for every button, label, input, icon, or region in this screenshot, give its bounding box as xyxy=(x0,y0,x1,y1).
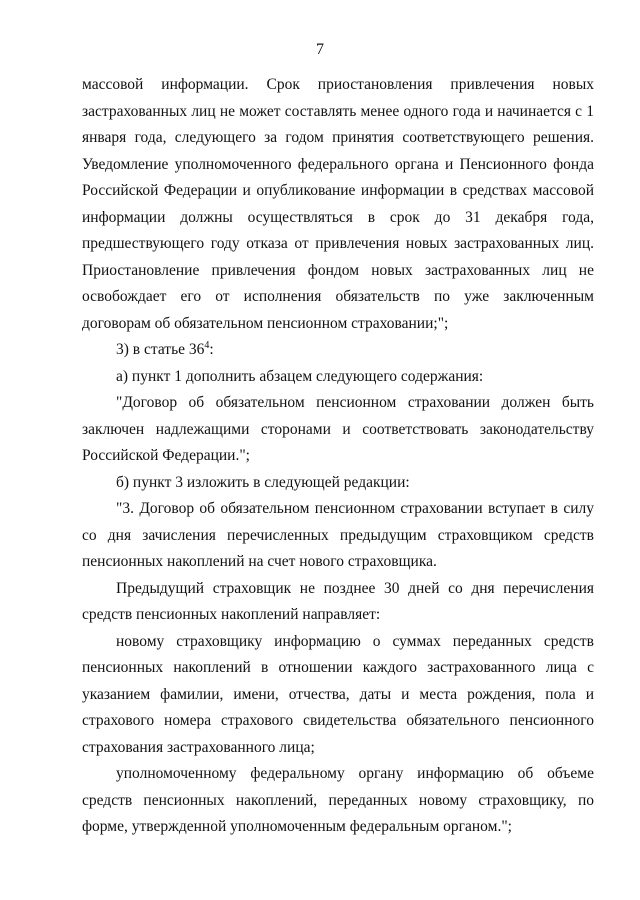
article-item-suffix: : xyxy=(209,341,214,358)
article-item-superscript: 4 xyxy=(204,339,210,351)
paragraph-point-a: а) пункт 1 дополнить абзацем следующего содержания: xyxy=(116,367,484,385)
paragraph-article-item xyxy=(82,337,594,364)
article-item-prefix: 3) в статье 36 xyxy=(116,341,205,358)
paragraph-contract-validity: "Договор об обязательном пенсионном страховании должен быть заключен надлежащими сторонами и соответствовать законодательству Российской Федерации."; xyxy=(82,394,594,464)
paragraph-contract-effect: "3. Договор об обязательном пенсионном страховании вступает в силу со дня зачисления перечисленных предыдущим страховщиком средств пенсионных накоплений на счет нового страховщика. xyxy=(82,500,594,570)
paragraph-continuation: массовой информации. Срок приостановления привлечения новых застрахованных лиц не может составлять менее одного года и начинается с 1 января года, следующего за годом принятия соответствующего решения. Уведомление уполномоченного федерального органа и Пенсионного фонда Российской Федерации и опубликование информации в средствах массовой информации должны осуществляться в срок до 31 декабря года, предшествующего году отказа от привлечения новых застрахованных лиц. Приостановление привлечения фондом новых застрахованных лиц не освобождает его от исполнения обязательств по уже заключенным договорам об обязательном пенсионном страховании;"; xyxy=(82,76,594,332)
paragraph-new-insurer-info: новому страховщику информацию о суммах переданных средств пенсионных накоплений в отношении каждого застрахованного лица с указанием фамилии, имени, отчества, даты и места рождения, пола и страхового номера страхового свидетельства обязательного пенсионного страхования застрахованного лица; xyxy=(82,632,594,756)
paragraph-federal-body-info: уполномоченному федеральному органу информацию об объеме средств пенсионных накоплений, переданных новому страховщику, по форме, утвержденной уполномоченным федеральным органом."; xyxy=(82,765,594,835)
paragraph-point-b: б) пункт 3 изложить в следующей редакции: xyxy=(116,473,410,491)
paragraph-previous-insurer: Предыдущий страховщик не позднее 30 дней со дня перечисления средств пенсионных накоплений направляет: xyxy=(82,579,594,623)
page-number: 7 xyxy=(316,41,324,58)
document-body xyxy=(82,72,594,841)
